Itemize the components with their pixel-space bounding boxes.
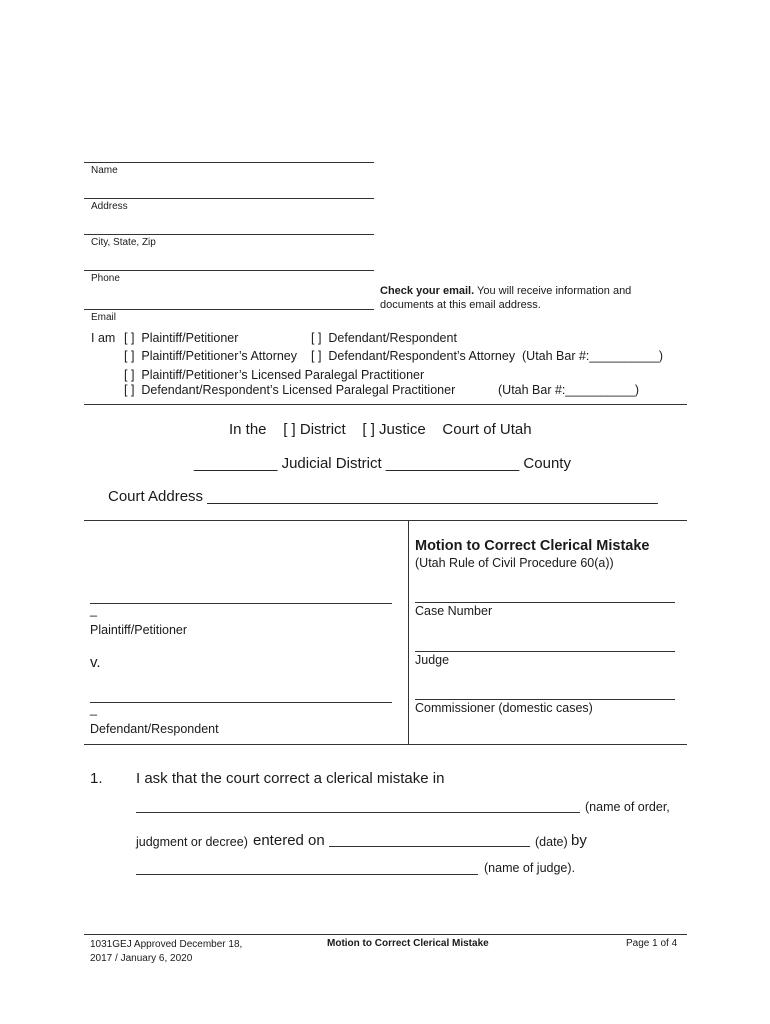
form-id-line2: 2017 / January 6, 2020 — [90, 953, 193, 964]
name-of-judge-period: . — [571, 861, 576, 875]
checkbox-plaintiff-attorney[interactable]: [ ] Plaintiff/Petitioner’s Attorney — [124, 349, 298, 363]
email-note-rest: You will receive information and — [474, 285, 632, 297]
name-line[interactable] — [84, 162, 374, 163]
email-note — [380, 284, 631, 312]
lpp-bar-number[interactable]: (Utah Bar #:__________) — [498, 383, 640, 397]
page-number: Page 1 of 4 — [626, 938, 678, 949]
by-label: by — [571, 832, 587, 849]
checkbox-defendant-lpp[interactable]: [ ] Defendant/Respondent’s Licensed Paralegal Practitioner — [124, 383, 456, 397]
email-note-bold: Check your email. — [380, 285, 475, 297]
address-line[interactable] — [84, 198, 374, 199]
order-name-line[interactable] — [136, 812, 580, 813]
defendant-underscore: _ — [90, 702, 97, 716]
name-of-judge-text: (name of judge) — [484, 861, 572, 875]
versus-label: v. — [90, 654, 101, 671]
name-of-order-label: (name of order, — [585, 800, 670, 814]
motion-subtitle: (Utah Rule of Civil Procedure 60(a)) — [415, 556, 614, 570]
court-district-line[interactable]: __________ Judicial District ________________ County — [194, 455, 571, 472]
plaintiff-underscore: _ — [90, 603, 97, 617]
name-of-judge-label — [484, 861, 575, 875]
defendant-name-line[interactable] — [90, 702, 392, 703]
form-id — [90, 938, 242, 966]
plaintiff-label: Plaintiff/Petitioner — [90, 623, 188, 637]
judgment-or-decree-label: judgment or decree) — [136, 835, 248, 849]
checkbox-defendant-attorney[interactable]: [ ] Defendant/Respondent’s Attorney (Utah Bar #:__________) — [311, 349, 664, 363]
judge-name-line[interactable] — [136, 874, 478, 875]
entered-on-label: entered on — [253, 832, 325, 849]
commissioner-label: Commissioner (domestic cases) — [415, 701, 593, 715]
court-type-line[interactable]: In the [ ] District [ ] Justice Court of Utah — [229, 421, 532, 438]
form-id-line1: 1031GEJ Approved December 18, — [90, 939, 243, 950]
plaintiff-name-line[interactable] — [90, 603, 392, 604]
checkbox-defendant[interactable]: [ ] Defendant/Respondent — [311, 331, 457, 345]
judge-line[interactable] — [415, 651, 675, 652]
checkbox-plaintiff[interactable]: [ ] Plaintiff/Petitioner — [124, 331, 239, 345]
caption-bottom-border — [84, 744, 687, 745]
date-label: (date) — [535, 835, 568, 849]
email-label: Email — [91, 312, 117, 323]
i-am-label: I am — [91, 331, 116, 345]
divider-top — [84, 404, 687, 405]
defendant-label: Defendant/Respondent — [90, 722, 219, 736]
address-label: Address — [91, 201, 128, 212]
checkbox-plaintiff-lpp[interactable]: [ ] Plaintiff/Petitioner’s Licensed Paralegal Practitioner — [124, 368, 425, 382]
date-line[interactable] — [329, 846, 530, 847]
footer-rule — [84, 934, 687, 935]
motion-title: Motion to Correct Clerical Mistake — [415, 538, 650, 554]
commissioner-line[interactable] — [415, 699, 675, 700]
item-text: I ask that the court correct a clerical mistake in — [136, 770, 445, 787]
email-note-line2: documents at this email address. — [380, 299, 541, 311]
court-address-line[interactable]: Court Address ______________________________________________________ — [108, 488, 658, 505]
city-line[interactable] — [84, 234, 374, 235]
phone-label: Phone — [91, 273, 120, 284]
phone-line[interactable] — [84, 270, 374, 271]
item-number: 1. — [90, 770, 103, 787]
caption-top-border — [84, 520, 687, 521]
case-number-label: Case Number — [415, 604, 493, 618]
email-line[interactable] — [84, 309, 374, 310]
caption-divider — [408, 520, 409, 744]
footer-title: Motion to Correct Clerical Mistake — [327, 938, 489, 949]
judge-label: Judge — [415, 653, 450, 667]
case-number-line[interactable] — [415, 602, 675, 603]
city-label: City, State, Zip — [91, 237, 156, 248]
name-label: Name — [91, 165, 118, 176]
